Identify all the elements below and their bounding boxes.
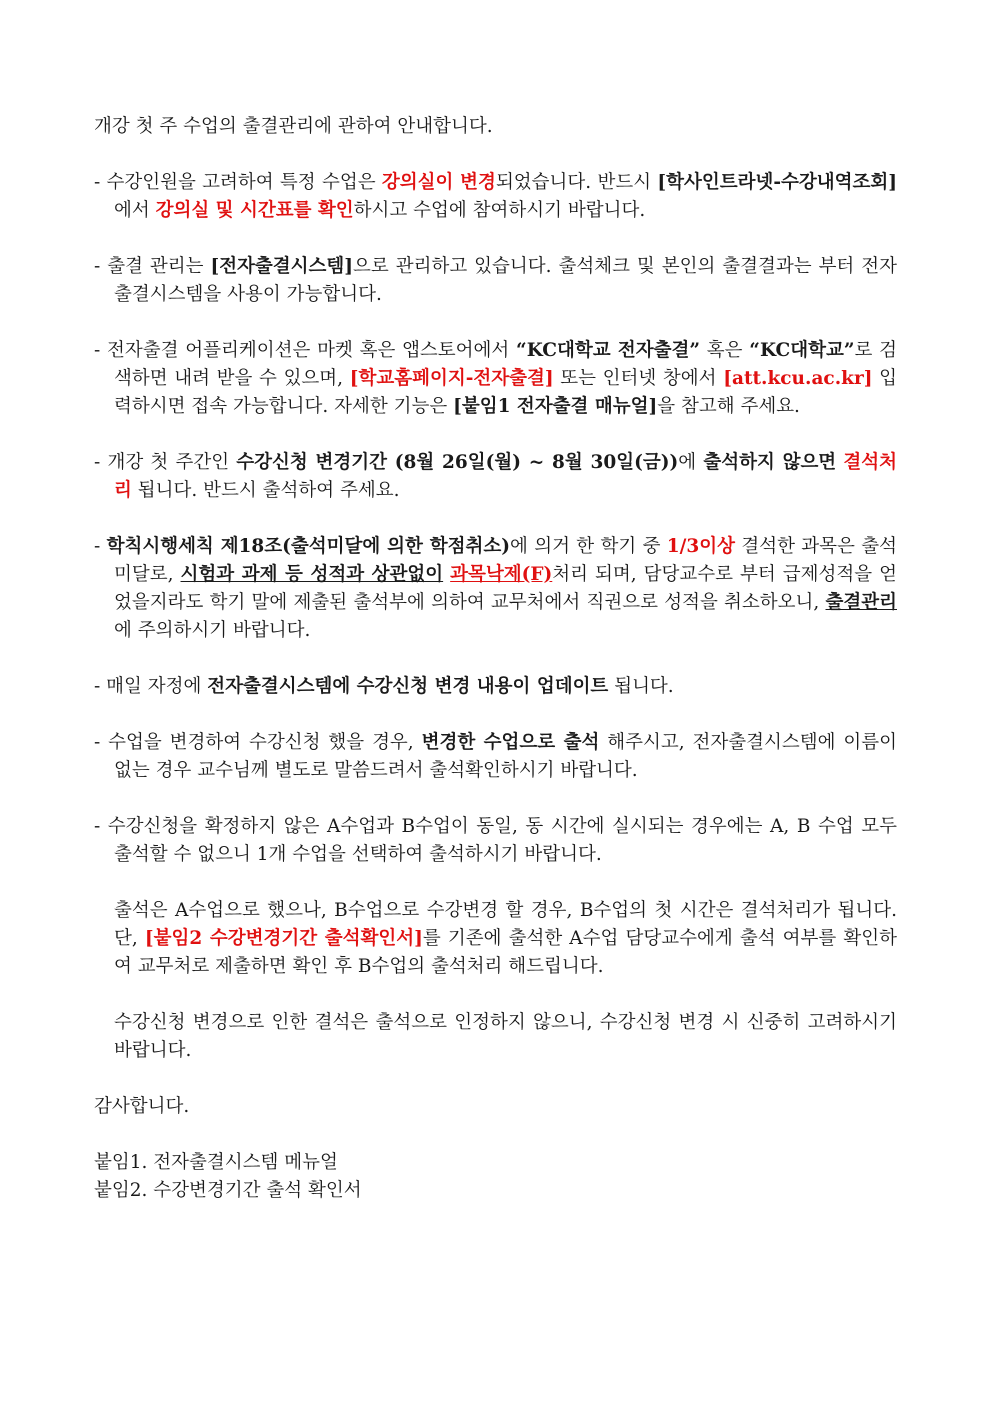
text-segment: 에 주의하시기 바랍니다. — [114, 620, 311, 641]
notice-item — [94, 813, 897, 869]
text-segment: 수강신청 변경으로 인한 결석은 출석으로 인정하지 않으니, 수강신청 변경 시 신중히 고려하시기 바랍니다. — [114, 1012, 897, 1061]
text-segment: - 매일 자정에 — [94, 676, 208, 697]
text-segment: 으로 관리하고 있습니다. 출석체크 및 본인의 출결결과는 부터 전자출결시스템을 사용이 가능합니다. — [114, 256, 897, 305]
notice-paragraph — [94, 1009, 897, 1065]
text-segment: 또는 인터넷 창에서 — [553, 368, 724, 389]
text-segment: 혹은 — [700, 340, 750, 361]
text-segment: - 수강신청을 확정하지 않은 A수업과 B수업이 동일, 동 시간에 실시되는 경우에는 A, B 수업 모두 출석할 수 없으니 1개 수업을 선택하여 출석하시기 바랍니다. — [94, 816, 897, 865]
notice-item — [94, 449, 897, 505]
text-segment: 하시고 수업에 참여하시기 바랍니다. — [353, 200, 646, 221]
text-segment: 결석처리 — [114, 452, 898, 501]
notice-item — [94, 673, 897, 701]
notice-item — [94, 729, 897, 785]
notice-item — [94, 253, 897, 309]
notice-item — [94, 169, 897, 225]
text-segment: 를 기존에 출석한 A수업 담당교수에게 출석 여부를 확인하여 교무처로 제출하면 확인 후 B수업의 출석처리 해드립니다. — [114, 928, 897, 977]
text-segment: - 전자출결 어플리케이션은 마켓 혹은 앱스토어에서 — [94, 340, 517, 361]
text-segment: “KC대학교” — [749, 340, 855, 361]
text-segment: 입력하시면 접속 가능합니다. 자세한 기능은 — [114, 368, 897, 417]
text-segment: [학교홈페이지-전자출결] — [349, 368, 554, 389]
text-segment: [학사인트라넷-수강내역조회] — [657, 172, 897, 193]
text-segment: 출석하지 않으면 — [703, 452, 837, 473]
text-segment: 출결관리 — [825, 592, 897, 613]
text-segment: - 개강 첫 주간인 — [94, 452, 237, 473]
text-segment: [붙임1 전자출결 매뉴얼] — [453, 396, 658, 417]
attachment-list — [94, 1149, 897, 1205]
attachment-item: 붙임2. 수강변경기간 출석 확인서 — [94, 1180, 362, 1201]
text-segment: 출석은 A수업으로 했으나, B수업으로 수강변경 할 경우, B수업의 첫 시간은 결석처리가 됩니다. 단, — [114, 900, 897, 949]
notice-paragraph — [94, 897, 897, 981]
text-segment: 에 — [678, 452, 704, 473]
text-segment: 에 의거 한 학기 중 — [510, 536, 667, 557]
text-segment: 됩니다. — [608, 676, 674, 697]
text-segment: - 수강인원을 고려하여 특정 수업은 — [94, 172, 382, 193]
intro-text: 개강 첫 주 수업의 출결관리에 관하여 안내합니다. — [94, 116, 493, 137]
text-segment: 시험과 과제 등 성적과 상관없이 — [180, 564, 444, 585]
text-segment: 결석한 과목은 출석미달로, — [114, 536, 897, 585]
text-segment: - — [94, 536, 107, 557]
notice-items — [94, 169, 897, 869]
text-segment: 1/3이상 — [666, 536, 736, 557]
text-segment: 전자출결시스템에 수강신청 변경 내용이 업데이트 — [207, 676, 609, 697]
text-segment: 과목낙제(F) — [450, 564, 553, 585]
text-segment: “KC대학교 전자출결” — [516, 340, 701, 361]
notice-item — [94, 337, 897, 421]
text-segment: 처리 되며, 담당교수로 부터 급제성적을 얻었을지라도 학기 말에 제출된 출석부에 의하여 교무처에서 직권으로 성적을 취소하오니, — [114, 564, 898, 613]
notice-item — [94, 533, 897, 645]
text-segment: - 수업을 변경하여 수강신청 했을 경우, — [94, 732, 422, 753]
text-segment: 수강신청 변경기간 (8월 26일(월) ~ 8월 30일(금)) — [236, 452, 679, 473]
text-segment: 됩니다. 반드시 출석하여 주세요. — [131, 480, 400, 501]
text-segment: 강의실이 변경 — [381, 172, 496, 193]
text-segment: 학칙시행세칙 제18조(출석미달에 의한 학점취소) — [106, 536, 511, 557]
attachment-item: 붙임1. 전자출결시스템 메뉴얼 — [94, 1152, 338, 1173]
text-segment: 해주시고, 전자출결시스템에 이름이 없는 경우 교수님께 별도로 말씀드려서 출석확인하시기 바랍니다. — [114, 732, 897, 781]
notice-paragraphs — [94, 897, 897, 1065]
text-segment: 강의실 및 시간표를 확인 — [155, 200, 354, 221]
text-segment: [att.kcu.ac.kr] — [723, 368, 873, 389]
text-segment: 로 검색하면 내려 받을 수 있으며, — [114, 340, 897, 389]
text-segment: [전자출결시스템] — [210, 256, 354, 277]
text-segment: [붙임2 수강변경기간 출석확인서] — [144, 928, 423, 949]
closing-text: 감사합니다. — [94, 1096, 190, 1117]
text-segment: 에서 — [114, 200, 156, 221]
text-segment: - 출결 관리는 — [94, 256, 211, 277]
text-segment: 을 참고해 주세요. — [657, 396, 800, 417]
text-segment: 되었습니다. 반드시 — [495, 172, 658, 193]
text-segment: 변경한 수업으로 출석 — [421, 732, 600, 753]
